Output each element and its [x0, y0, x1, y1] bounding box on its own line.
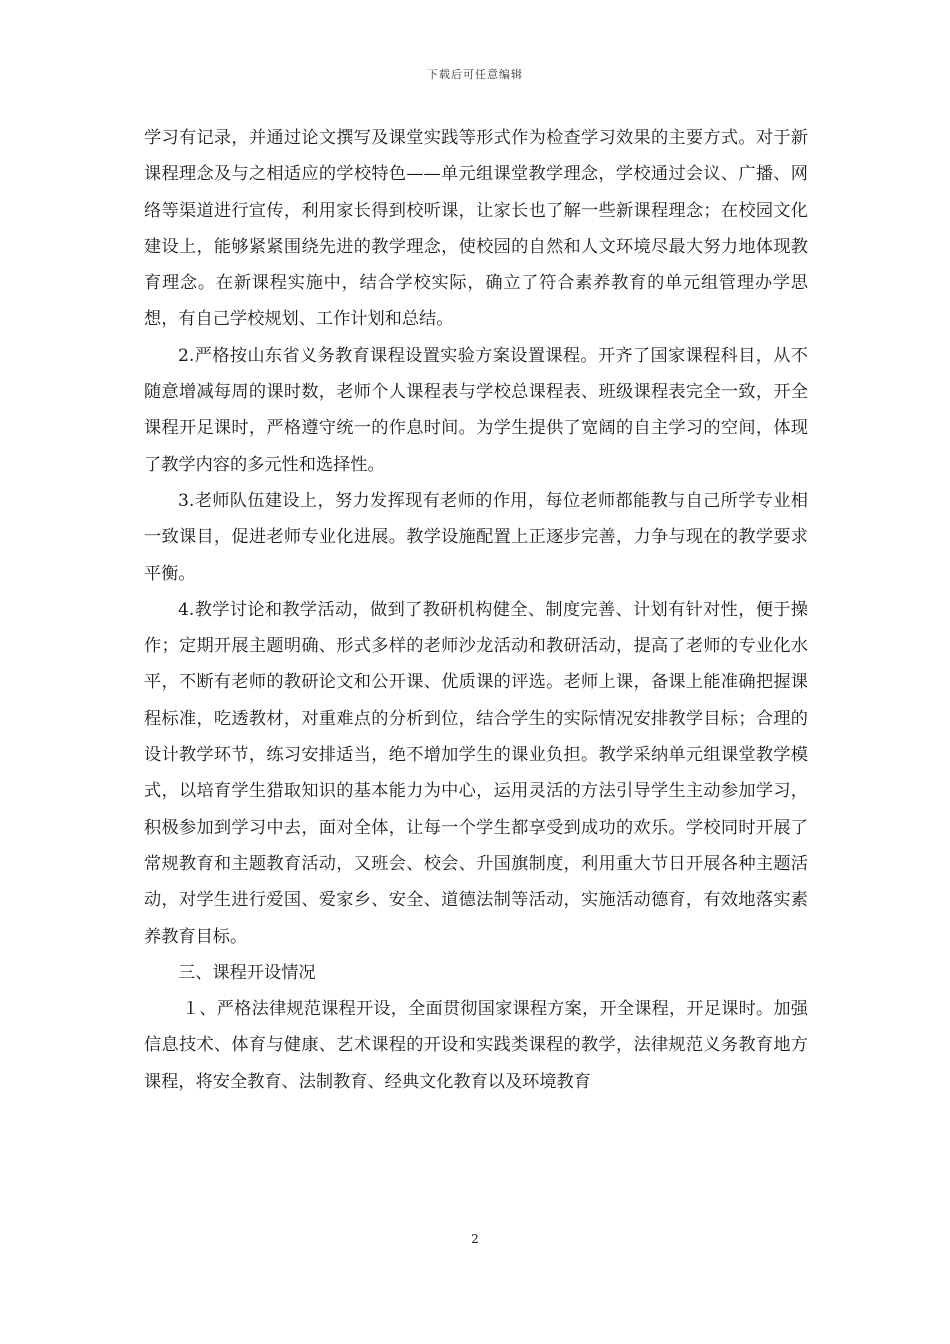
page-number: 2: [471, 1232, 479, 1246]
paragraph-continuation: 学习有记录，并通过论文撰写及课堂实践等形式作为检查学习效果的主要方式。对于新课程理念及与之相适应的学校特色——单元组课堂教学理念，学校通过会议、广播、网络等渠道进行宣传，利用家长得到校听课，让家长也了解一些新课程理念；在校园文化建设上，能够紧紧围绕先进的教学理念，使校园的自然和人文环境尽最大努力地体现教育理念。在新课程实施中，结合学校实际，确立了符合素养教育的单元组管理办学思想，有自己学校规划、工作计划和总结。: [144, 128, 808, 330]
paragraph-section-3-item-1: １、严格法律规范课程开设，全面贯彻国家课程方案，开全课程，开足课时。加强信息技术、体育与健康、艺术课程的开设和实践类课程的教学，法律规范义务教育地方课程，将安全教育、法制教育、经典文化教育以及环境教育: [144, 999, 808, 1092]
section-heading: 三、课程开设情况: [178, 962, 316, 983]
paragraph-item-4: 4.教学讨论和教学活动，做到了教研机构健全、制度完善、计划有针对性，便于操作；定期开展主题明确、形式多样的老师沙龙活动和教研活动，提高了老师的专业化水平，不断有老师的教研论文和公开课、优质课的评选。老师上课，备课上能准确把握课程标准，吃透教材，对重难点的分析到位，结合学生的实际情况安排教学目标；合理的设计教学环节，练习安排适当，绝不增加学生的课业负担。教学采纳单元组课堂教学模式，以培育学生猎取知识的基本能力为中心，运用灵活的方法引导学生主动参加学习，积极参加到学习中去，面对全体，让每一个学生都享受到成功的欢乐。学校同时开展了常规教育和主题教育活动，又班会、校会、升国旗制度，利用重大节日开展各种主题活动，对学生进行爱国、爱家乡、安全、道德法制等活动，实施活动德育，有效地落实素养教育目标。: [144, 599, 808, 947]
document-body: [144, 120, 808, 1100]
paragraph-item-2: 2.严格按山东省义务教育课程设置实验方案设置课程。开齐了国家课程科目，从不随意增减每周的课时数，老师个人课程表与学校总课程表、班级课程表完全一致，开全课程开足课时，严格遵守统一的作息时间。为学生提供了宽阔的自主学习的空间，体现了教学内容的多元性和选择性。: [144, 345, 808, 475]
paragraph-item-3: 3.老师队伍建设上，努力发挥现有老师的作用，每位老师都能教与自己所学专业相一致课目，促进老师专业化进展。教学设施配置上正逐步完善，力争与现在的教学要求平衡。: [144, 490, 808, 584]
page-header: 下载后可任意编辑: [427, 68, 523, 81]
